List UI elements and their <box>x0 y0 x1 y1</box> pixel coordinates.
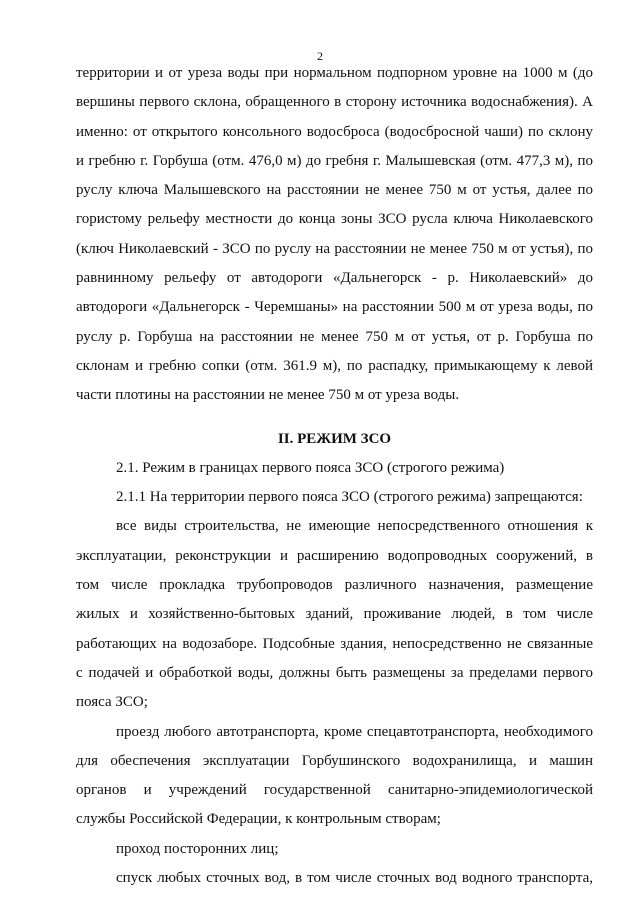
text-line: (ключ Николаевский - ЗСО по руслу на расстоянии не менее 750 м от устья), по <box>76 240 593 257</box>
text-line: равнинному рельефу от автодороги «Дальнегорск - р. Николаевский» до <box>76 270 593 287</box>
text-line: жилых и хозяйственно-бытовых зданий, проживание людей, в том числе <box>76 606 593 623</box>
text-line: и гребню г. Горбуша (отм. 476,0 м) до гребня г. Малышевская (отм. 477,3 м), по <box>76 152 593 169</box>
paragraph-passage: проход посторонних лиц; <box>116 840 279 857</box>
text-line: пояса ЗСО; <box>76 694 148 711</box>
text-line: руслу р. Горбуша на расстоянии не менее 750 м от устья, от р. Горбуша по <box>76 328 593 345</box>
text-line: части плотины на расстоянии не менее 750 м от уреза воды. <box>76 387 460 404</box>
text-line: гористому рельефу местности до конца зоны ЗСО русла ключа Николаевского <box>76 211 593 228</box>
paragraph-construction <box>76 512 593 717</box>
text-line: эксплуатации, реконструкции и расширению водопроводных сооружений, в <box>76 547 593 564</box>
document-body <box>76 59 593 893</box>
item-2-1-1: 2.1.1 На территории первого пояса ЗСО (строгого режима) запрещаются: <box>116 489 583 506</box>
paragraph-transport <box>76 718 593 835</box>
text-line: проезд любого автотранспорта, кроме спецавтотранспорта, необходимого <box>116 723 593 740</box>
paragraph-zone-boundary <box>76 59 593 411</box>
text-line: работающих на водозаборе. Подсобные здания, непосредственно не связанные <box>76 635 593 652</box>
text-line: органов и учреждений государственной санитарно-эпидемиологической <box>76 782 593 799</box>
text-line: для обеспечения эксплуатации Горбушинского водохранилища, и машин <box>76 752 593 769</box>
text-line: именно: от открытого консольного водосброса (водосбросной чаши) по склону <box>76 123 593 140</box>
paragraph-wastewater: спуск любых сточных вод, в том числе сточных вод водного транспорта, <box>116 870 593 887</box>
text-line: территории и от уреза воды при нормальном подпорном уровне на 1000 м (до <box>76 65 593 81</box>
section-heading: II. РЕЖИМ ЗСО <box>277 430 392 447</box>
text-line: вершины первого склона, обращенного в сторону источника водоснабжения). А <box>76 94 593 111</box>
text-line: службы Российской Федерации, к контрольным створам; <box>76 811 441 828</box>
text-line: все виды строительства, не имеющие непосредственного отношения к <box>116 518 593 535</box>
text-line: руслу ключа Малышевского на расстоянии не менее 750 м от устья, далее по <box>76 182 593 199</box>
text-line: склонам и гребню сопки (отм. 361.9 м), по распадку, примыкающему к левой <box>76 357 593 374</box>
page-number: 2 <box>317 49 323 63</box>
text-line: с подачей и обработкой воды, должны быть размещены за пределами первого <box>76 664 593 681</box>
item-2-1: 2.1. Режим в границах первого пояса ЗСО (строгого режима) <box>116 459 505 476</box>
text-line: автодороги «Дальнегорск - Черемшаны» на расстоянии 500 м от уреза воды, по <box>76 299 593 316</box>
text-line: том числе прокладка трубопроводов различного назначения, размещение <box>76 577 593 594</box>
